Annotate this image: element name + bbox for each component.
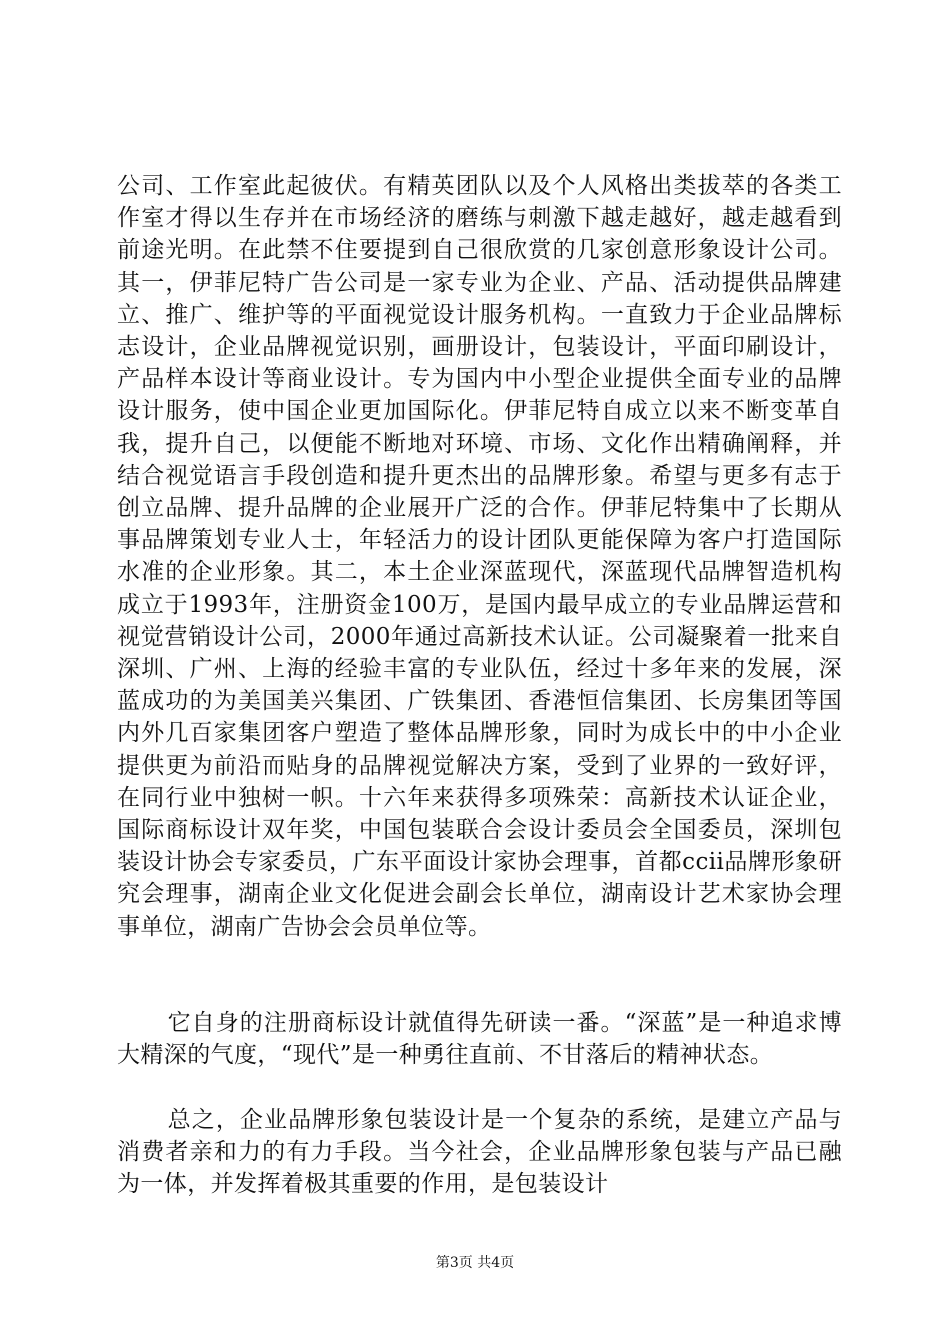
paragraph-brand-design-companies: 公司、工作室此起彼伏。有精英团队以及个人风格出类拔萃的各类工作室才得以生存并在市场经济的磨练与刺激下越走越好，越走越看到前途光明。在此禁不住要提到自己很欣赏的几家创意形象设计公司。其一，伊菲尼特广告公司是一家专业为企业、产品、活动提供品牌建立、推广、维护等的平面视觉设计服务机构。一直致力于企业品牌标志设计，企业品牌视觉识别，画册设计，包装设计，平面印刷设计，产品样本设计等商业设计。专为国内中小型企业提供全面专业的品牌设计服务，使中国企业更加国际化。伊菲尼特自成立以来不断变革自我，提升自己，以便能不断地对环境、市场、文化作出精确阐释，并结合视觉语言手段创造和提升更杰出的品牌形象。希望与更多有志于创立品牌、提升品牌的企业展开广泛的合作。伊菲尼特集中了长期从事品牌策划专业人士，年轻活力的设计团队更能保障为客户打造国际水准的企业形象。其二，本土企业深蓝现代，深蓝现代品牌智造机构成立于1993年，注册资金100万，是国内最早成立的专业品牌运营和视觉营销设计公司，2000年通过高新技术认证。公司凝聚着一批来自深圳、广州、上海的经验丰富的专业队伍，经过十多年来的发展，深蓝成功的为美国美兴集团、广铁集团、香港恒信集团、长房集团等国内外几百家集团客户塑造了整体品牌形象，同时为成长中的中小企业提供更为前沿而贴身的品牌视觉解决方案，受到了业界的一致好评，在同行业中独树一帜。十六年来获得多项殊荣：高新技术认证企业，国际商标设计双年奖，中国包装联合会设计委员会全国委员，深圳包装设计协会专家委员，广东平面设计家协会理事，首都ccii品牌形象研究会理事，湖南企业文化促进会副会长单位，湖南设计艺术家协会理事单位，湖南广告协会会员单位等。 bbox=[117, 173, 842, 940]
paragraph-trademark-design: 它自身的注册商标设计就值得先研读一番。“深蓝”是一种追求博大精深的气度，“现代”是一种勇往直前、不甘落后的精神状态。 bbox=[117, 1010, 842, 1069]
page-number-footer: 第3页 共4页 bbox=[435, 1255, 515, 1271]
paragraph-conclusion: 总之，企业品牌形象包装设计是一个复杂的系统，是建立产品与消费者亲和力的有力手段。当今社会，企业品牌形象包装与产品已融为一体，并发挥着极其重要的作用，是包装设计 bbox=[117, 1107, 842, 1198]
